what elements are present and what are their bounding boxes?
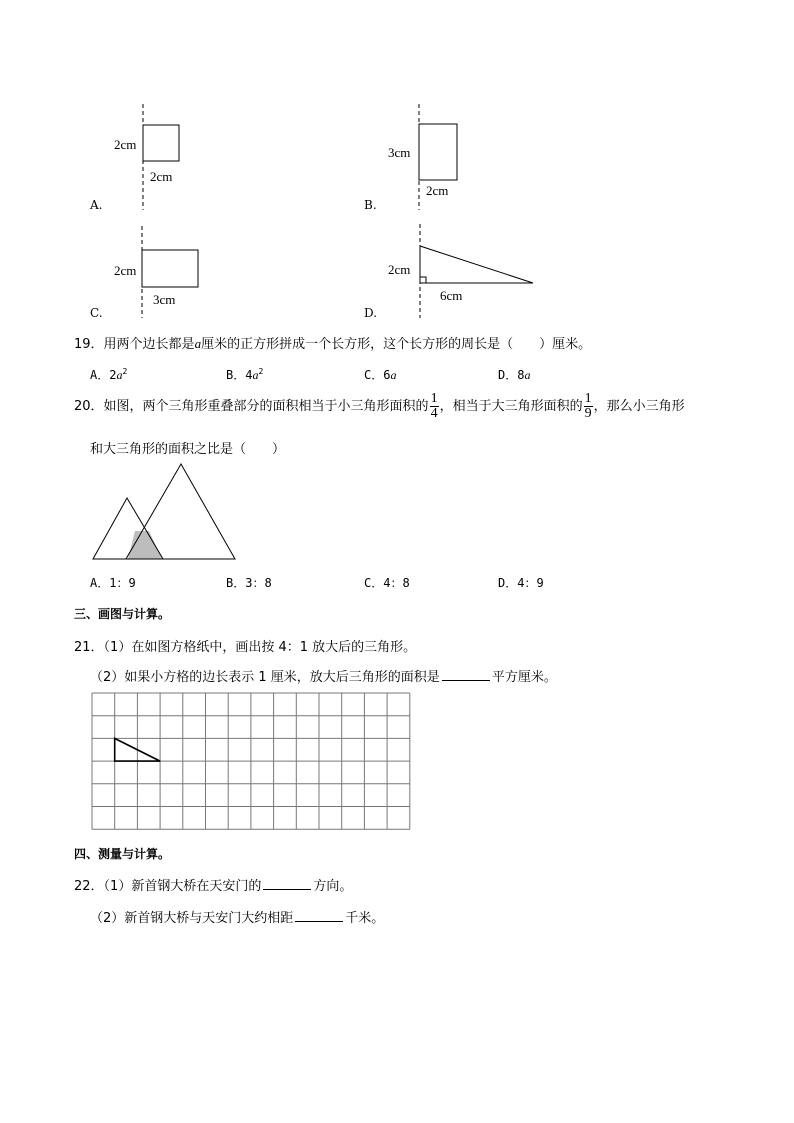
question-20-line2: 和大三角形的面积之比是（ ） [90, 442, 286, 457]
question-22-line1: 22．（1）新首钢大桥在天安门的 方向。 [74, 879, 353, 894]
q19-var: a [194, 336, 202, 351]
fig-b-bottom-dim: 2cm [426, 183, 449, 198]
question-21-line1: 21．（1）在如图方格纸中，画出按 4：1 放大后的三角形。 [74, 640, 417, 655]
fig-d-label: D. [364, 306, 378, 320]
q20-fraction-2: $\frac{1}{9}$ [584, 391, 592, 421]
q20-option-d: D．4：9 [498, 576, 544, 590]
fig-b-label: B. [364, 198, 377, 212]
q19-option-b: B．$4a^2$ [226, 367, 264, 382]
section-3-heading: 三、画图与计算。 [74, 607, 171, 621]
q19-text-b: 厘米的正方形拼成一个长方形，这个长方形的周长是（ ）厘米。 [201, 337, 592, 352]
q19-option-c: C．6a [364, 368, 397, 382]
q20-option-c: C．4：8 [364, 576, 410, 590]
q19-number: 19． [74, 337, 104, 352]
section-4-heading: 四、测量与计算。 [74, 847, 171, 861]
question-22-line2: （2）新首钢大桥与天安门大约相距 千米。 [90, 911, 385, 926]
q19-text-a: 用两个边长都是 [103, 337, 195, 352]
q19-option-d: D．8a [498, 368, 531, 382]
fig-a-bottom-dim: 2cm [150, 169, 173, 184]
q22-distance-blank[interactable] [295, 910, 343, 922]
q20-fraction-1: $\frac{1}{4}$ [430, 391, 438, 421]
q20-text-c: ，那么小三角形 [593, 399, 685, 414]
q20-number: 20． [74, 399, 104, 414]
fig-a-label: A. [90, 198, 103, 212]
q20-option-a: A．1：9 [90, 576, 136, 590]
fig-c-bottom-dim: 3cm [153, 292, 176, 307]
fig-c-label: C. [90, 306, 103, 320]
question-21-line2: （2）如果小方格的边长表示 1 厘米，放大后三角形的面积是 平方厘米。 [90, 670, 557, 685]
fig-b-left-dim: 3cm [388, 145, 411, 160]
q19-option-a: A．$2a^2$ [90, 367, 128, 382]
fig-d-bottom-dim: 6cm [440, 288, 463, 303]
fig-a-left-dim: 2cm [114, 137, 137, 152]
q22-direction-blank[interactable] [263, 878, 311, 890]
q20-text-a: 如图，两个三角形重叠部分的面积相当于小三角形面积的 [103, 399, 429, 414]
fig-c-left-dim: 2cm [114, 263, 137, 278]
q20-option-b: B．3：8 [226, 576, 272, 590]
q20-text-b: ，相当于大三角形面积的 [439, 399, 583, 414]
fig-d-left-dim: 2cm [388, 262, 411, 277]
